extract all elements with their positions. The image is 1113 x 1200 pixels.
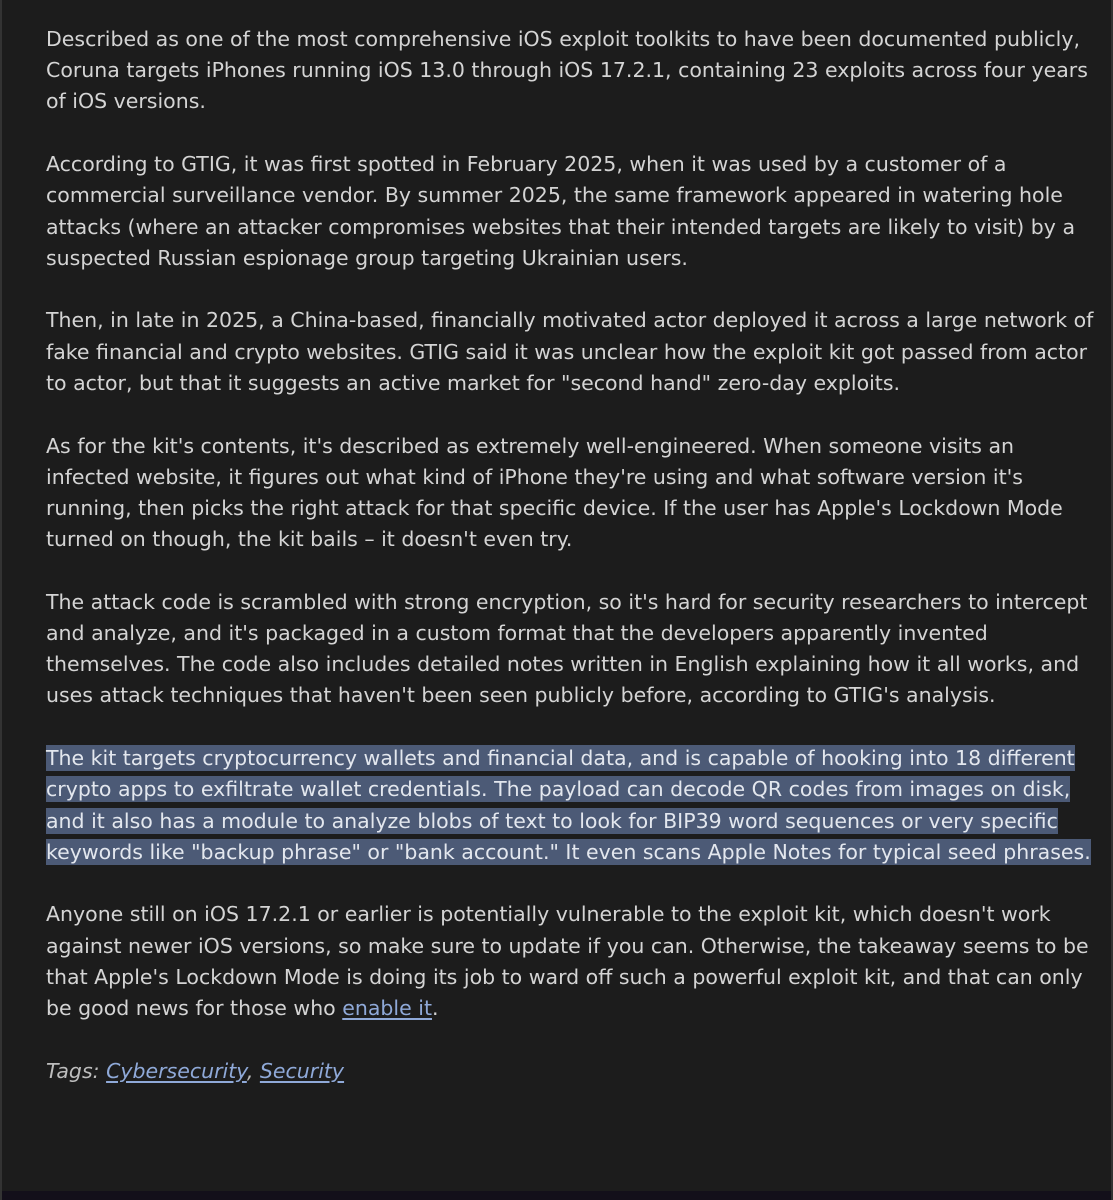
conclusion-text: Anyone still on iOS 17.2.1 or earlier is potentially vulnerable to the exploit kit, which doesn't work against newer iOS versions, so make sure to update if you can. Otherwise, the takeaway seems to be that Apple's Lockdown Mode is doing its job to ward off such a powerful exploit kit, and that can only be good news for those who [46,902,1089,1021]
paragraph-crypto-targets[interactable] [46,743,1101,868]
paragraph-china-actor: Then, in late in 2025, a China-based, financially motivated actor deployed it across a large network of fake financial and crypto websites. GTIG said it was unclear how the exploit kit got passed from actor to actor, but that it suggests an active market for "second hand" zero-day exploits. [46,308,1094,395]
enable-it-link[interactable]: enable it [342,996,432,1021]
tags-line [46,1056,1101,1087]
tag-link-cybersecurity[interactable]: Cybersecurity [106,1058,247,1083]
paragraph-attack-code: The attack code is scrambled with strong encryption, so it's hard for security researchers to intercept and analyze, and it's packaged in a custom format that the developers apparently invented themselves. The code also includes detailed notes written in English explaining how it all works, and uses attack techniques that haven't been seen publicly before, according to GTIG's analysis. [46,589,1088,708]
tag-link-security[interactable]: Security [259,1058,345,1083]
paragraph-gtig-history: According to GTIG, it was first spotted in February 2025, when it was used by a customer of a commercial surveillance vendor. By summer 2025, the same framework appeared in watering hole attacks (where an attacker compromises websites that their intended targets are likely to visit) by a suspected Russian espionage group targeting Ukrainian users. [46,152,1076,270]
article-body [46,24,1101,1118]
conclusion-period: . [432,996,439,1021]
paragraph-conclusion [46,899,1101,1024]
paragraph-kit-contents: As for the kit's contents, it's described as extremely well-engineered. When someone visits an infected website, it figures out what kind of iPhone they're using and what software version it's running, then picks the right attack for that specific device. If the user has Apple's Lockdown Mode turned on though, the kit bails – it doesn't even try. [46,433,1063,552]
bottom-edge-bar [2,1191,1111,1200]
paragraph-intro: Described as one of the most comprehensive iOS exploit toolkits to have been documented publicly, Coruna targets iPhones running iOS 13.0 through iOS 17.2.1, containing 23 exploits across four years of iOS versions. [46,27,1088,114]
tags-label: Tags: [46,1058,107,1083]
selected-text-highlight[interactable]: The kit targets cryptocurrency wallets and financial data, and is capable of hooking into 18 different crypto apps to exfiltrate wallet credentials. The payload can decode QR codes from images on disk, and it also has a module to analyze blobs of text to look for BIP39 word sequences or very specific keywords like "backup phrase" or "bank account." It even scans Apple Notes for typical seed phrases. [46,746,1091,864]
tags-separator: , [246,1058,260,1083]
